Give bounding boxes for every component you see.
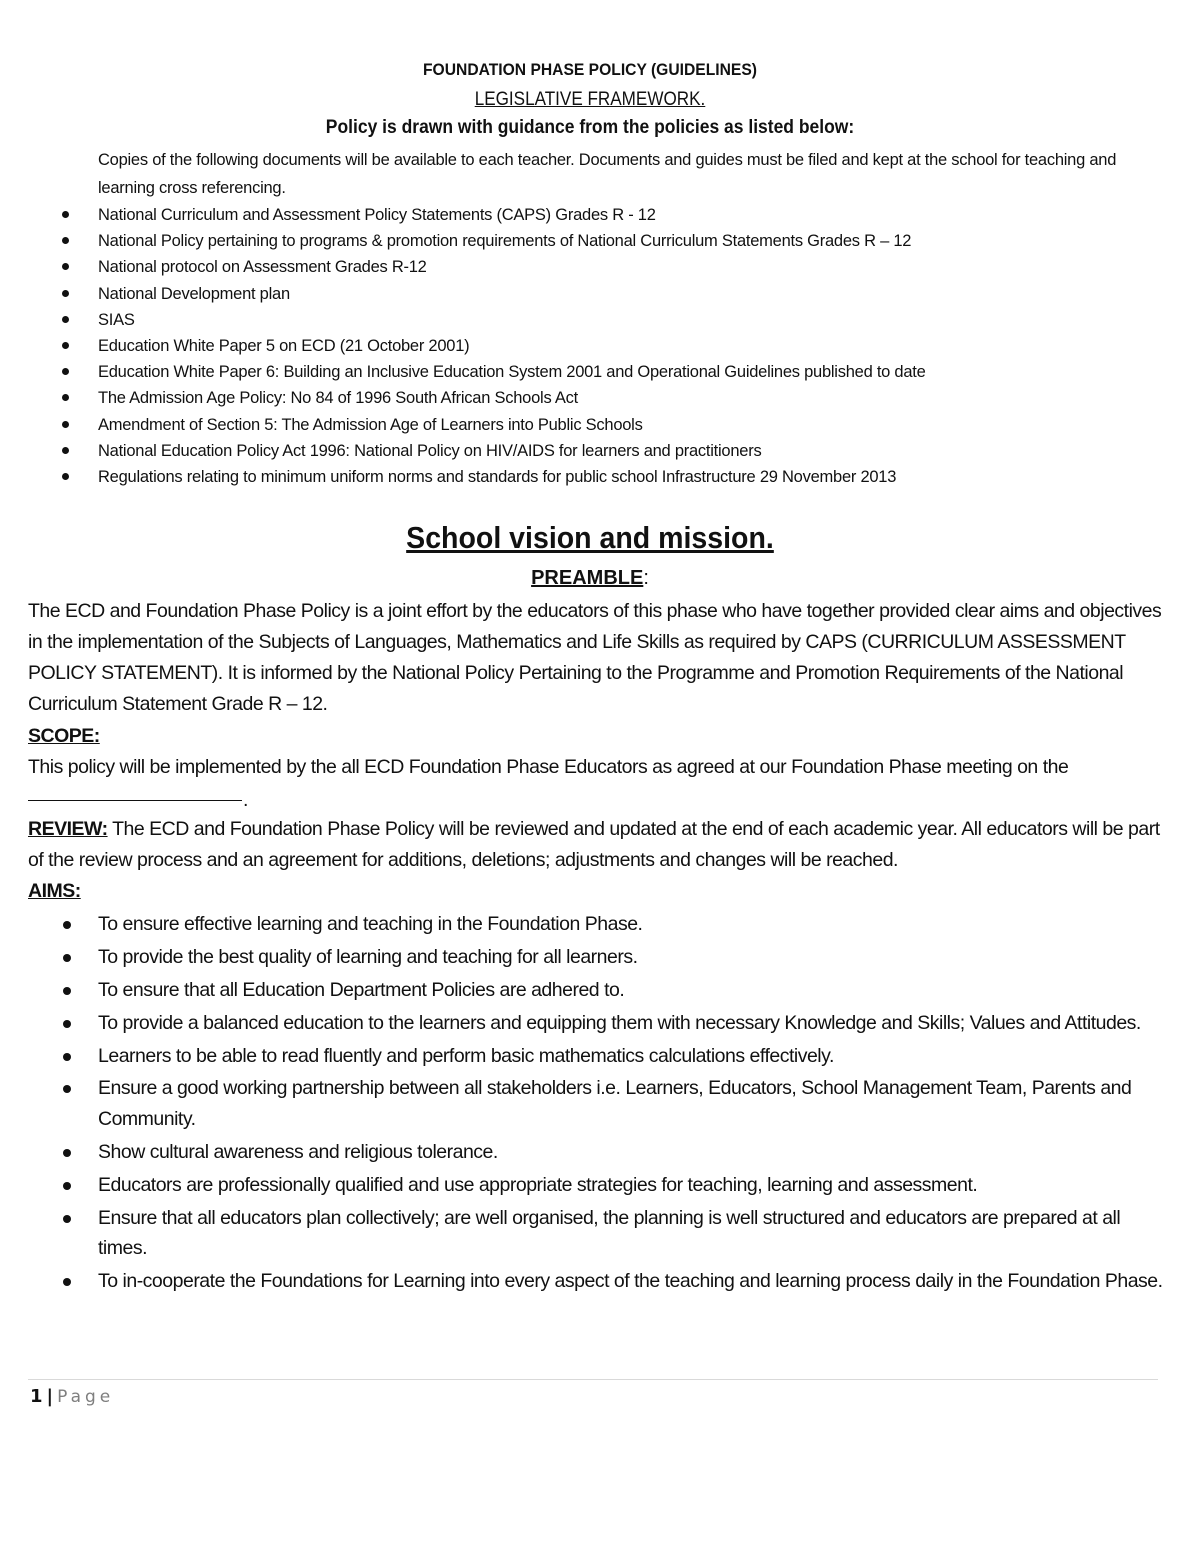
list-item: Amendment of Section 5: The Admission Age of Learners into Public Schools [0,412,926,438]
bullet-icon [63,1020,71,1028]
bullet-icon [63,1278,71,1286]
bullet-icon [63,1215,71,1223]
list-item: Regulations relating to minimum uniform norms and standards for public school Infrastructure 29 November 2013 [0,464,926,490]
scope-paragraph: This policy will be implemented by the all ECD Foundation Phase Educators as agreed at our Foundation Phase meeting on the [28,756,1069,778]
bullet-icon [62,421,69,428]
page-footer [30,1386,114,1407]
document-title: FOUNDATION PHASE POLICY (GUIDELINES) [423,60,757,79]
list-item: To in-cooperate the Foundations for Learning into every aspect of the teaching and learning process daily in the Foundation Phase. [0,1266,1168,1297]
bullet-icon [63,1149,71,1157]
list-item: Education White Paper 6: Building an Inclusive Education System 2001 and Operational Guidelines published to date [0,359,926,385]
page-number: 1 [30,1386,43,1407]
scope-end-period: . [243,789,249,811]
legislative-framework-heading: LEGISLATIVE FRAMEWORK. [474,89,706,110]
bullet-icon [62,316,69,323]
aims-list [0,909,1168,1299]
aims-heading: AIMS: [28,880,81,902]
bullet-icon [62,342,69,349]
list-item: Learners to be able to read fluently and perform basic mathematics calculations effectively. [0,1041,1168,1072]
bullet-icon [63,954,71,962]
reference-documents-list [0,202,926,490]
list-item: National Education Policy Act 1996: National Policy on HIV/AIDS for learners and practitioners [0,438,926,464]
list-item: National Policy pertaining to programs & promotion requirements of National Curriculum Statements Grades R – 12 [0,228,926,254]
list-item: Educators are professionally qualified and use appropriate strategies for teaching, learning and assessment. [0,1170,1168,1201]
intro-paragraph: Copies of the following documents will be available to each teacher. Documents and guides must be filed and kept at the school for teaching and learning cross referencing. [98,151,1117,197]
scope-heading: SCOPE: [28,725,100,747]
list-item: Show cultural awareness and religious tolerance. [0,1137,1168,1168]
preamble-paragraph: The ECD and Foundation Phase Policy is a joint effort by the educators of this phase who have together provided clear aims and objectives in the implementation of the Subjects of Languages, Mathematics and Life Skills as required by CAPS (CURRICULUM ASSESSMENT POLICY STATEMENT). It is informed by the National Policy Pertaining to the Programme and Promotion Requirements of the National Curriculum Statement Grade R – 12. [28,600,1162,715]
bullet-icon [62,368,69,375]
list-item: National Curriculum and Assessment Policy Statements (CAPS) Grades R - 12 [0,202,926,228]
vision-mission-heading: School vision and mission. [406,520,774,555]
bullet-icon [63,1085,71,1093]
bullet-icon [62,237,69,244]
list-item: National Development plan [0,281,926,307]
list-item: Ensure a good working partnership between all stakeholders i.e. Learners, Educators, School Management Team, Parents and Community. [0,1073,1168,1134]
footer-separator: | [46,1386,54,1407]
bullet-icon [62,394,69,401]
list-item: Education White Paper 5 on ECD (21 October 2001) [0,333,926,359]
list-item: To ensure that all Education Department Policies are adhered to. [0,975,1168,1006]
review-paragraph: REVIEW: The ECD and Foundation Phase Policy will be reviewed and updated at the end of each academic year. All educators will be part of the review process and an agreement for additions, deletions; adjustments and changes will be reached. [28,818,1160,871]
bullet-icon [62,263,69,270]
list-item: SIAS [0,307,926,333]
footer-divider [28,1379,1158,1380]
list-item: To ensure effective learning and teaching in the Foundation Phase. [0,909,1168,940]
page-label: Page [57,1387,115,1407]
policy-source-statement: Policy is drawn with guidance from the policies as listed below: [325,117,855,138]
list-item: The Admission Age Policy: No 84 of 1996 South African Schools Act [0,385,926,411]
list-item: Ensure that all educators plan collectively; are well organised, the planning is well structured and educators are prepared at all times. [0,1203,1168,1264]
review-label: REVIEW: [28,818,108,840]
date-blank-line [28,800,242,801]
bullet-icon [62,290,69,297]
bullet-icon [63,1182,71,1190]
bullet-icon [63,1053,71,1061]
bullet-icon [62,473,69,480]
list-item: National protocol on Assessment Grades R-12 [0,254,926,280]
preamble-heading: PREAMBLE: [531,567,649,589]
list-item: To provide a balanced education to the learners and equipping them with necessary Knowledge and Skills; Values and Attitudes. [0,1008,1168,1039]
bullet-icon [63,921,71,929]
bullet-icon [63,987,71,995]
bullet-icon [62,447,69,454]
bullet-icon [62,211,69,218]
list-item: To provide the best quality of learning and teaching for all learners. [0,942,1168,973]
